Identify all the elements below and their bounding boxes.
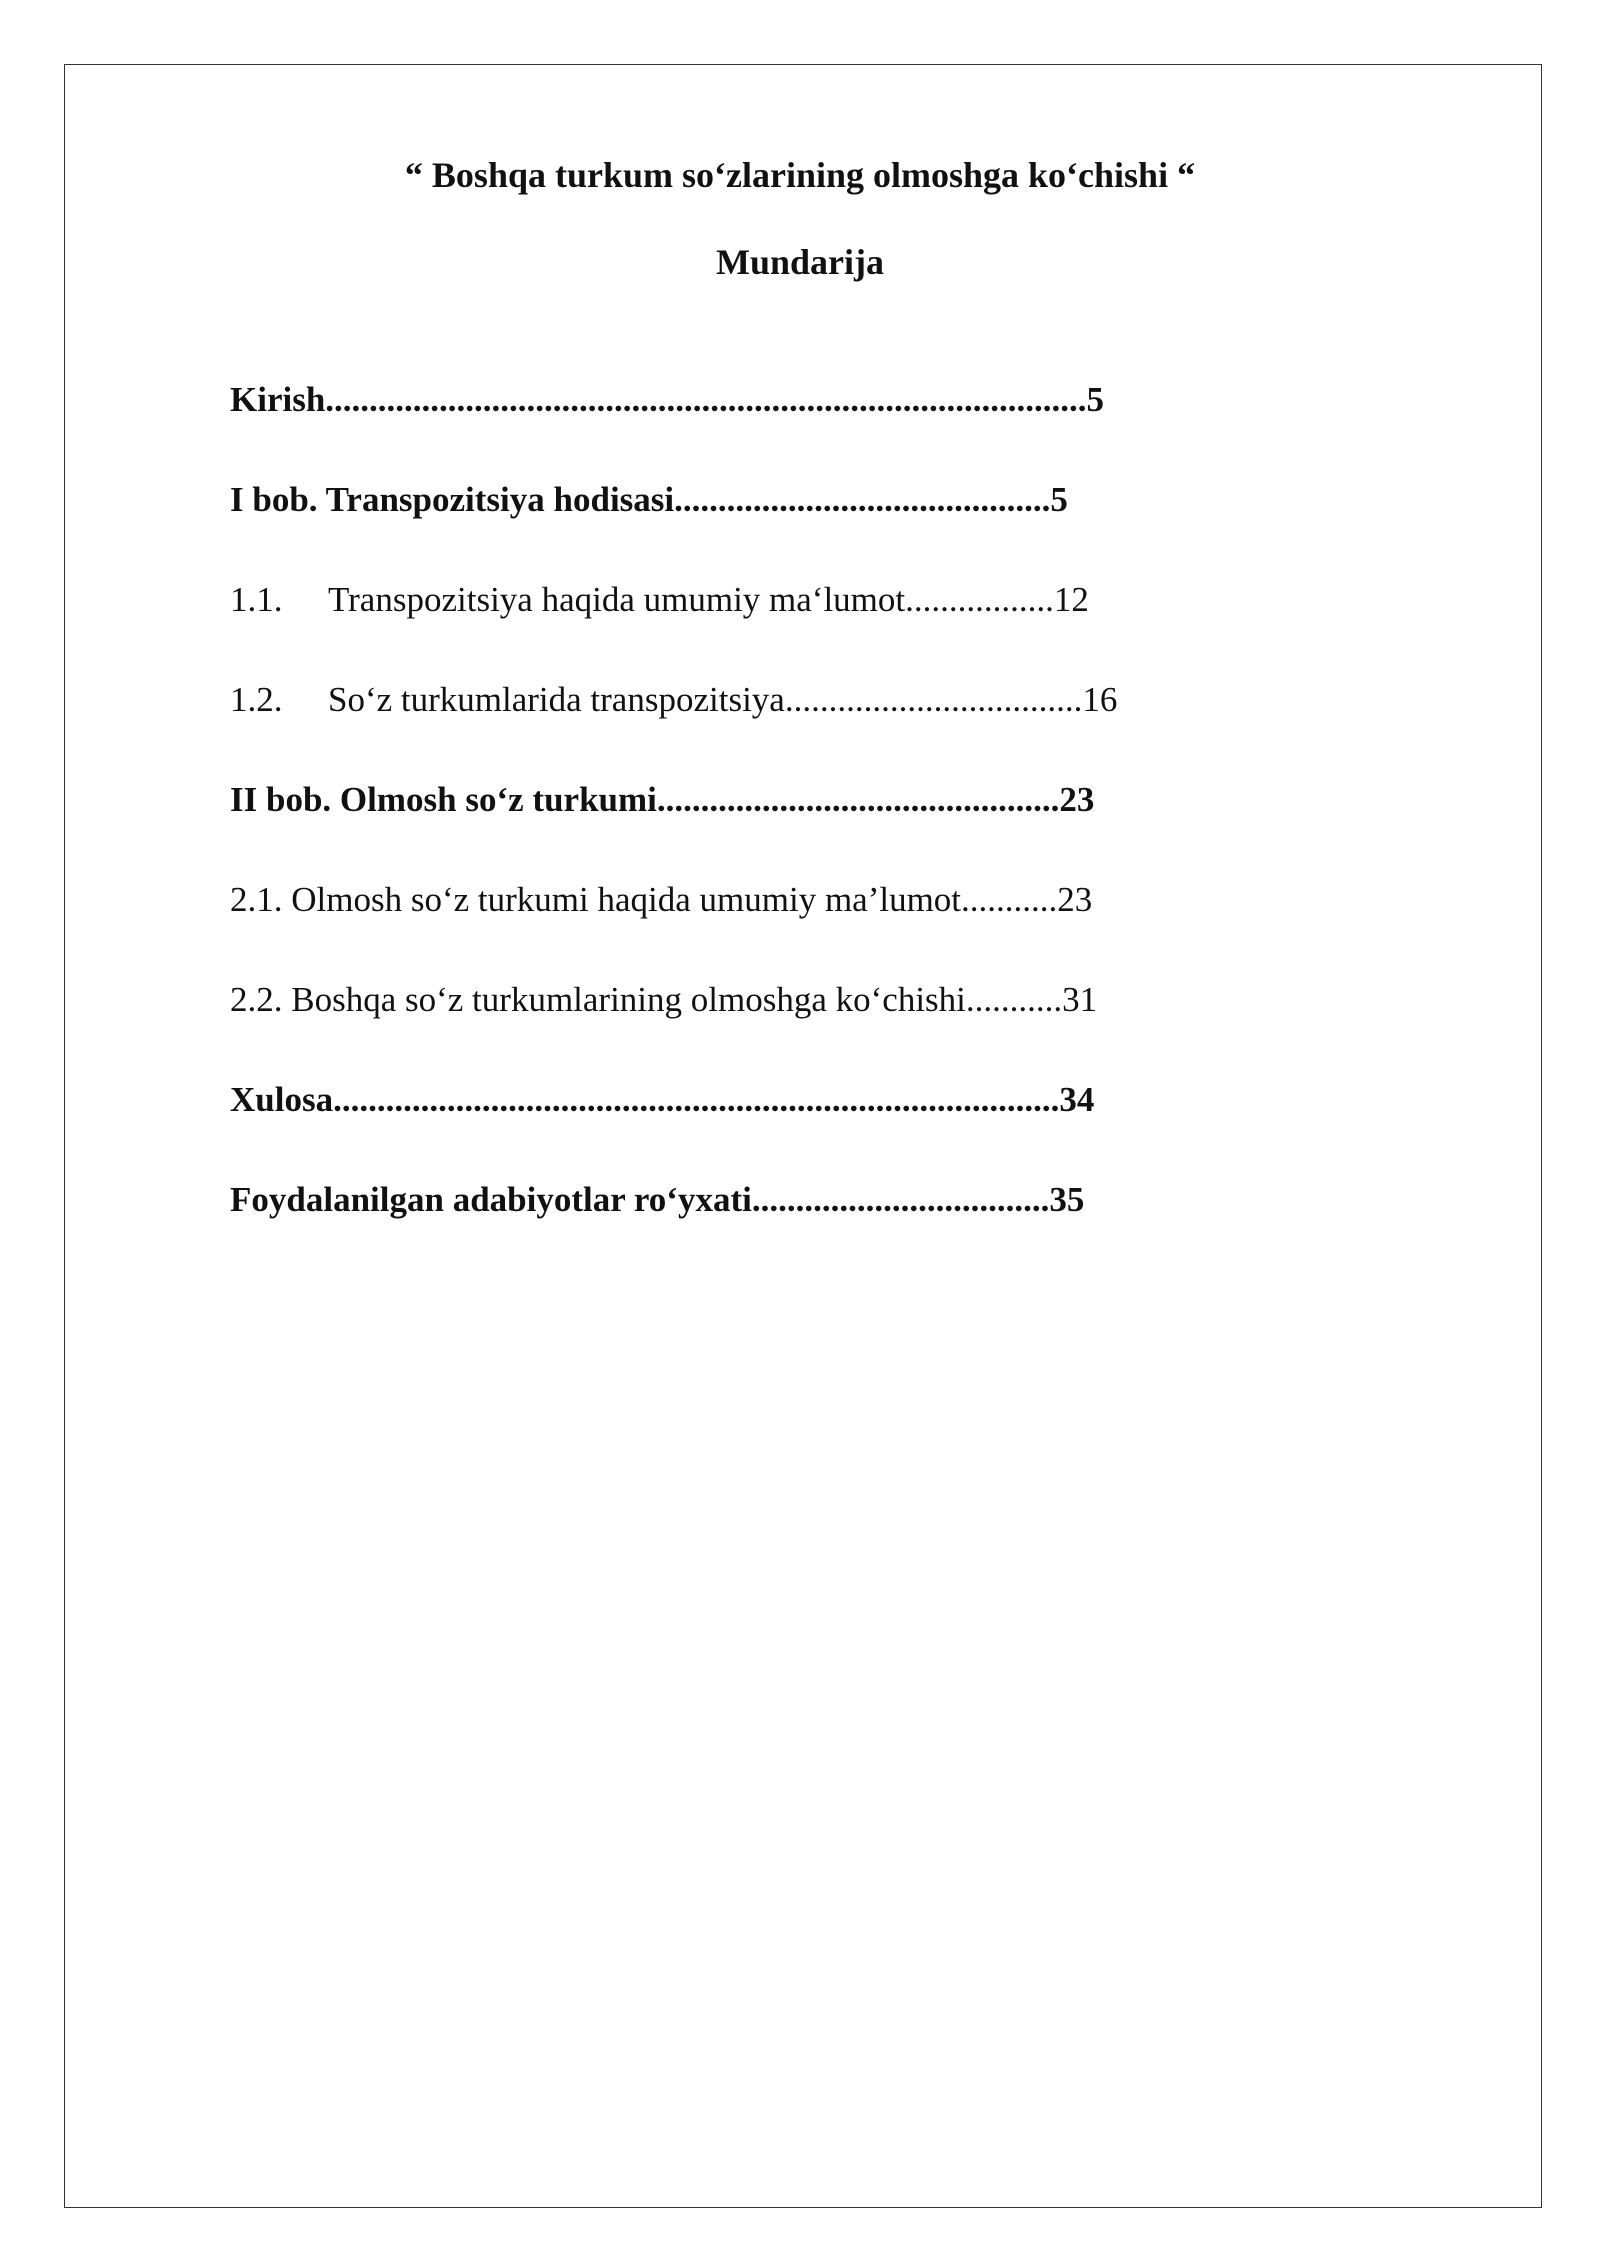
toc-entry-chapter-1 — [230, 475, 1330, 575]
toc-entry-text: So‘z turkumlarida transpozitsiya..................................16 — [328, 680, 1118, 719]
toc-entry-text: I bob. Transpozitsiya hodisasi...........................................5 — [230, 480, 1068, 519]
toc-entry-section-1-1 — [230, 575, 1330, 675]
toc-entry-section-1-2 — [230, 675, 1330, 775]
toc-entry-section-2-2 — [230, 975, 1330, 1075]
toc-entry-text: II bob. Olmosh so‘z turkumi..............................................23 — [230, 780, 1095, 819]
toc-entry-text: Foydalanilgan adabiyotlar ro‘yxati..................................35 — [230, 1180, 1085, 1219]
toc-entry-kirish — [230, 375, 1330, 475]
toc-entry-text: 2.2. Boshqa so‘z turkumlarining olmoshga ko‘chishi...........31 — [230, 980, 1098, 1019]
toc-entry-chapter-2 — [230, 775, 1330, 875]
toc-entry-section-2-1 — [230, 875, 1330, 975]
toc-entry-text: Transpozitsiya haqida umumiy ma‘lumot.................12 — [328, 580, 1089, 619]
toc-entry-number: 1.1. — [230, 580, 283, 619]
toc-entry-references — [230, 1175, 1330, 1275]
document-title: “ Boshqa turkum so‘zlarining olmoshga ko‘chishi “ — [404, 155, 1196, 195]
table-of-contents — [230, 375, 1330, 1275]
toc-entry-text: Kirish.......................................................................................5 — [230, 380, 1105, 419]
toc-entry-text: 2.1. Olmosh so‘z turkumi haqida umumiy ma’lumot...........23 — [230, 880, 1093, 919]
toc-heading: Mundarija — [715, 242, 884, 282]
toc-entry-xulosa — [230, 1075, 1330, 1175]
toc-entry-text: Xulosa...................................................................................34 — [230, 1080, 1095, 1119]
toc-entry-number: 1.2. — [230, 680, 283, 719]
